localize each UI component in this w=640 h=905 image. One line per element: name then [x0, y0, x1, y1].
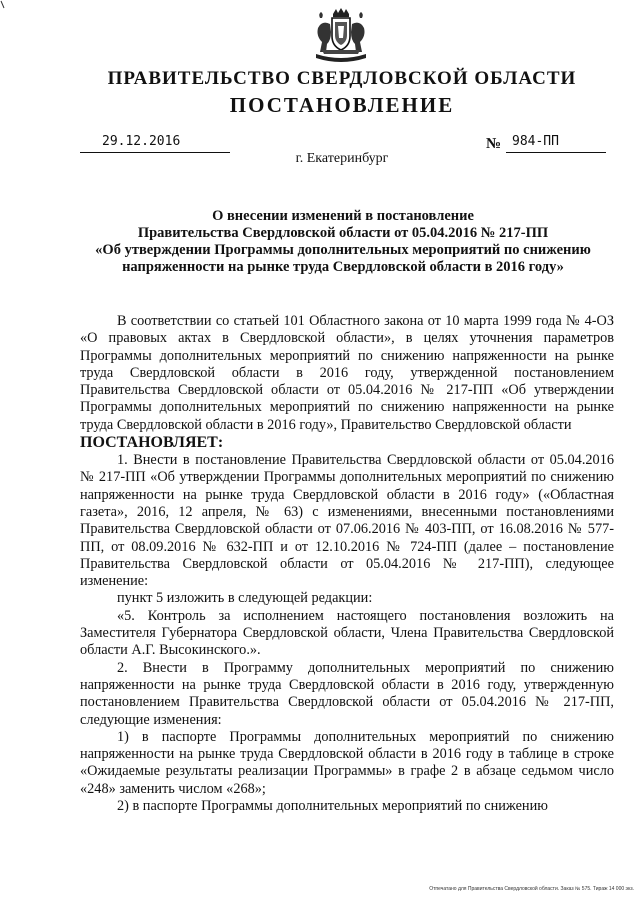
item-1-quote-paragraph: «5. Контроль за исполнением настоящего постановления возложить на Заместителя Губернатора Свердловской области, Члена Правительства Свердловской области А.Г. Высокинского.». — [80, 607, 614, 659]
item-1-sub-paragraph: пункт 5 изложить в следующей редакции: — [117, 590, 373, 607]
heading-line: «Об утверждении Программы дополнительных мероприятий по снижению — [95, 242, 591, 258]
government-title: ПРАВИТЕЛЬСТВО СВЕРДЛОВСКОЙ ОБЛАСТИ — [107, 68, 577, 89]
coat-of-arms-emblem — [302, 6, 380, 66]
city-name: г. Екатеринбург — [295, 151, 389, 166]
item-2-1-paragraph: 1) в паспорте Программы дополнительных мероприятий по снижению напряженности на рынке труда Свердловской области в 2016 году в таблице в строке «Ожидаемые результаты реализации Программы» в графе 2 в абзаце седьмом число «248» заменить числом «268»; — [80, 728, 614, 797]
item-2-paragraph: 2. Внести в Программу дополнительных мероприятий по снижению напряженности на рынке труда Свердловской области в 2016 году, утвержденную постановлением Правительства Свердловской области от 05.04.2016 № 217-ПП, следующие изменения: — [80, 659, 614, 728]
preamble-paragraph: В соответствии со статьей 101 Областного закона от 10 марта 1999 года № 4-ОЗ «О правовых актах в Свердловской области», в целях уточнения параметров Программы дополнительных мероприятий по снижению напряженности на рынке труда Свердловской области в 2016 году, утвержденной постановлением Правительства Свердловской области от 05.04.2016 № 217-ПП «Об утверждении Программы дополнительных мероприятий по снижению напряженности на рынке труда Свердловской области в 2016 году», Правительство Свердловской области — [80, 313, 614, 433]
decree-word: ПОСТАНОВЛЯЕТ: — [80, 434, 224, 452]
item-2-2-paragraph: 2) в паспорте Программы дополнительных мероприятий по снижению — [117, 798, 548, 815]
document-type: ПОСТАНОВЛЕНИЕ — [229, 93, 455, 117]
heading-line: Правительства Свердловской области от 05.04.2016 № 217-ПП — [137, 225, 549, 241]
heading-line: О внесении изменений в постановление — [212, 208, 474, 224]
item-1-paragraph: 1. Внести в постановление Правительства Свердловской области от 05.04.2016 № 217-ПП «Об утверждении Программы дополнительных мероприятий по снижению напряженности на рынке труда Свердловской области в 2016 году» («Областная газета», 2016, 12 апреля, № 63) с изменениями, внесенными постановлениями Правительства Свердловской области от 07.06.2016 № 403-ПП, от 16.08.2016 № 577-ПП, от 08.09.2016 № 632-ПП и от 12.10.2016 № 724-ПП (далее – постановление Правительства Свердловской области от 05.04.2016 № 217-ПП), следующее изменение: — [80, 452, 614, 590]
scan-corner-mark — [0, 0, 6, 10]
document-body — [80, 313, 614, 815]
number-sign: № — [486, 136, 502, 152]
document-heading — [76, 208, 610, 276]
print-run-note: Отпечатано для Правительства Свердловской области. Заказ № 575. Тираж 14 000 экз. — [429, 886, 634, 892]
heading-line: напряженности на рынке труда Свердловской области в 2016 году» — [122, 259, 564, 275]
document-number: 984-ПП — [506, 133, 606, 153]
document-date: 29.12.2016 — [80, 133, 230, 153]
